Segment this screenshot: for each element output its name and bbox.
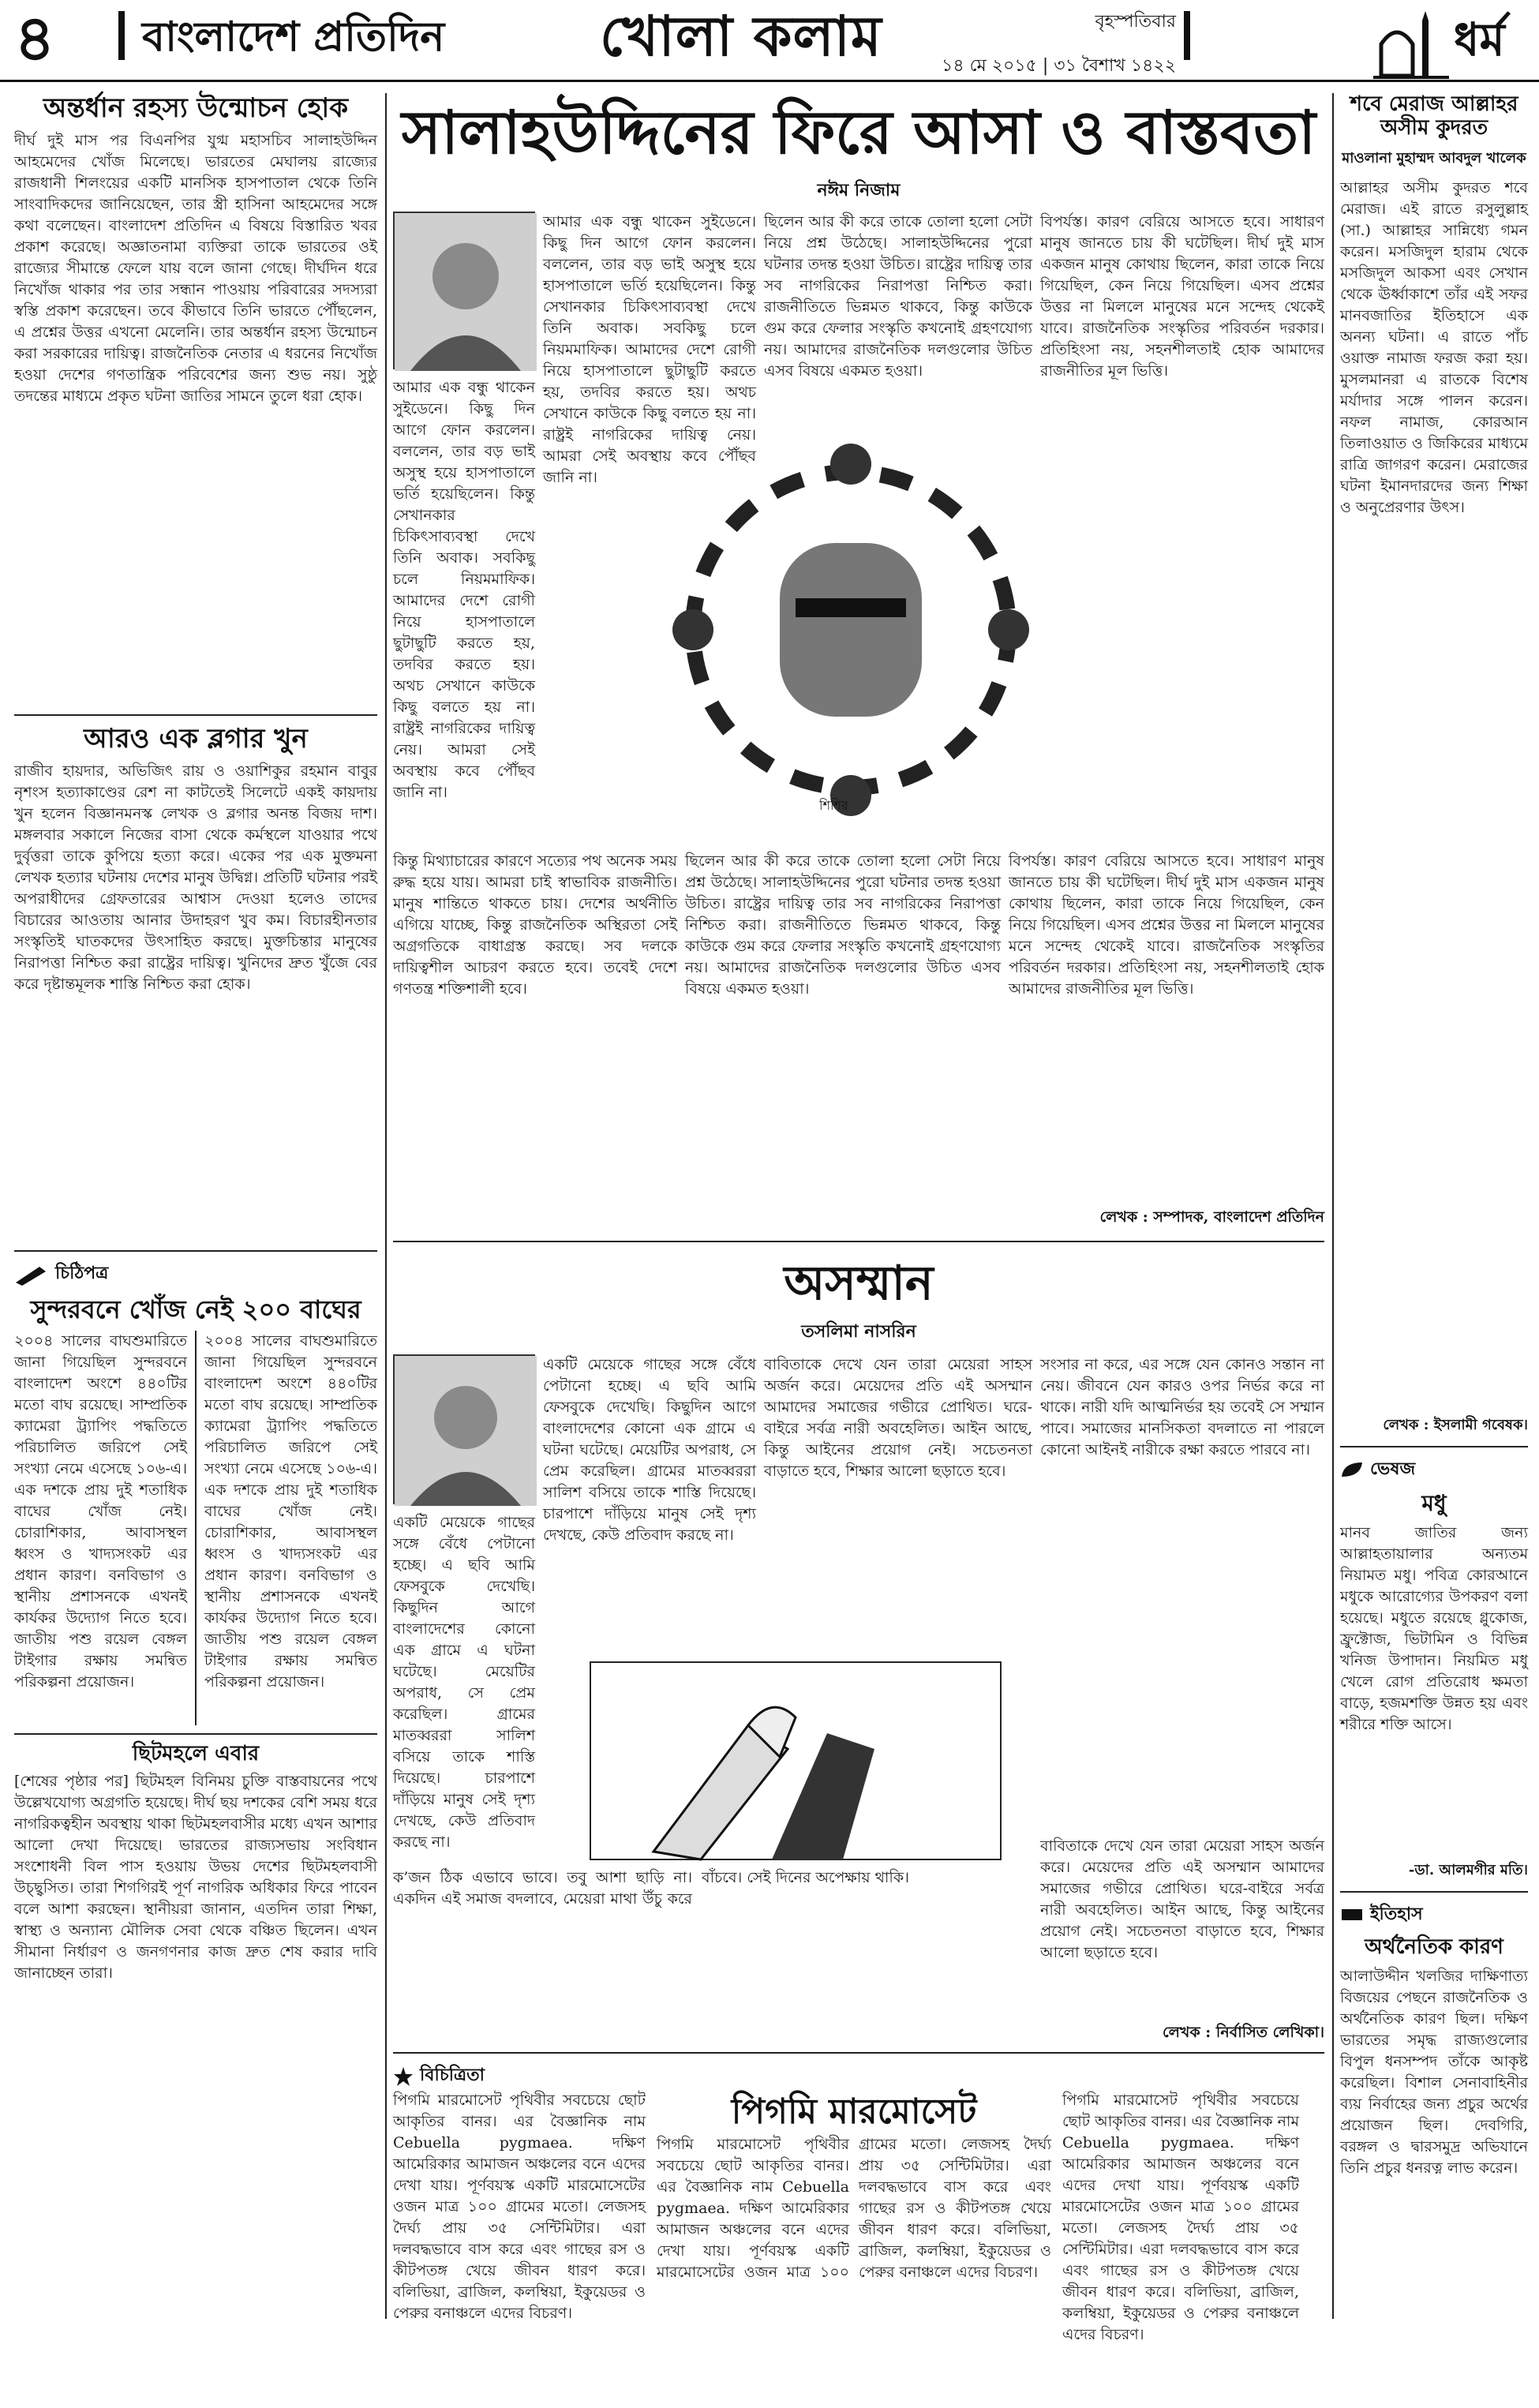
publication-name: বাংলাদেশ প্রতিদিন — [142, 13, 445, 61]
editorial-2-title: আরও এক ব্লগার খুন — [84, 723, 308, 755]
divider — [195, 1331, 197, 1725]
hands-illustration — [590, 1662, 1001, 1859]
herbal-label-text: ভেষজ — [1370, 1458, 1416, 1479]
marmoset-label — [393, 2062, 485, 2091]
lead-author: নঈম নিজাম — [817, 180, 901, 200]
section-title: খোলা কলাম — [600, 3, 882, 69]
meraj-author-note: লেখক : ইসলামী গবেষক। — [1383, 1416, 1528, 1433]
second-author: তসলিমা নাসরিন — [801, 1321, 916, 1342]
marmoset-body-1: পিগমি মারমোসেট পৃথিবীর সবচেয়ে ছোট আকৃতির বানর। এর বৈজ্ঞানিক নাম Cebuella pygmaea. দক্ষিণ আমেরিকার আমাজন অঞ্চলের বনে এদের দেখা যায়। পূর্ণবয়স্ক একটি মারমোসেটের ওজন মাত্র ১০০ গ্রামের মতো। লেজসহ দৈর্ঘ্য প্রায় ৩৫ সেন্টিমিটার। এরা দলবদ্ধভাবে বাস করে এবং গাছের রস ও কীটপতঙ্গ খেয়ে জীবন ধারণ করে। বলিভিয়া, ব্রাজিল, কলম্বিয়া, ইকুয়েডর ও পেরুর বনাঞ্চলে এদের বিচরণ। — [393, 2092, 646, 2322]
divider — [14, 1250, 377, 1252]
masthead — [0, 0, 1539, 82]
second-body-5: বাবিতাকে দেখে যেন তারা মেয়েরা সাহস অর্জন করে। মেয়েদের প্রতি এই অসম্মান আমাদের সমাজের গভীরে প্রোথিত। ঘরে-বাইরে সর্বত্র নারী অবহেলিত। আইন আছে, কিন্তু আইনের প্রয়োগ নেই। সচেতনতা বাড়াতে হবে, শিক্ষার আলো ছড়াতে হবে। — [1040, 1837, 1324, 1961]
letters-body: ২০০৪ সালের বাঘশুমারিতে জানা গিয়েছিল সুন্দরবনে বাংলাদেশ অংশে ৪৪০টির মতো বাঘ রয়েছে। সাম্প্রতিক ক্যামেরা ট্র্যাপিং পদ্ধতিতে পরিচালিত জরিপে সেই সংখ্যা নেমে এসেছে ১০৬-এ। এক দশকে প্রায় দুই শতাধিক বাঘের খোঁজ নেই। চোরাশিকার, আবাসস্থল ধ্বংস ও খাদ্যসংকট এর প্রধান কারণ। বনবিভাগ ও স্থানীয় প্রশাসনকে এখনই কার্যকর উদ্যোগ নিতে হবে। জাতীয় পশু রয়েল বেঙ্গল টাইগার রক্ষায় সমন্বিত পরিকল্পনা প্রয়োজন। — [14, 1331, 188, 1691]
star-icon — [393, 2066, 414, 2087]
leaf-icon — [1340, 1461, 1364, 1478]
marmoset-body-3: পিগমি মারমোসেট পৃথিবীর সবচেয়ে ছোট আকৃতির বানর। এর বৈজ্ঞানিক নাম Cebuella pygmaea. দক্ষিণ আমেরিকার আমাজন অঞ্চলের বনে এদের দেখা যায়। পূর্ণবয়স্ক একটি মারমোসেটের ওজন মাত্র ১০০ গ্রামের মতো। লেজসহ দৈর্ঘ্য প্রায় ৩৫ সেন্টিমিটার। এরা দলবদ্ধভাবে বাস করে এবং গাছের রস ও কীটপতঙ্গ খেয়ে জীবন ধারণ করে। বলিভিয়া, ব্রাজিল, কলম্বিয়া, ইকুয়েডর ও পেরুর বনাঞ্চলে এদের বিচরণ। — [1062, 2092, 1299, 2343]
meraj-author: মাওলানা মুহাম্মদ আবদুল খালেক — [1342, 149, 1526, 167]
author-photo — [393, 1354, 535, 1504]
masthead-date: ১৪ মে ২০১৫ | ৩১ বৈশাখ ১৪২২ — [942, 56, 1176, 76]
lead-author-note: লেখক : সম্পাদক, বাংলাদেশ প্রতিদিন — [1099, 1208, 1324, 1226]
marmoset-title: পিগমি মারমোসেট — [731, 2092, 977, 2132]
lead-body-2: ছিলেন আর কী করে তাকে তোলা হলো সেটা নিয়ে প্রশ্ন উঠেছে। সালাহউদ্দিনের পুরো ঘটনার তদন্ত হওয়া উচিত। রাষ্ট্রের দায়িত্ব তার সব নাগরিকের নিরাপত্তা নিশ্চিত করা। রাজনীতিতে ভিন্নমত থাকবে, কিন্তু কাউকে গুম করে ফেলার সংস্কৃতি কখনোই গ্রহণযোগ্য নয়। আমাদের রাজনৈতিক দলগুলোর উচিত এসব বিষয়ে একমত হওয়া। — [764, 213, 1032, 380]
page-number: ৪ — [14, 1, 55, 75]
lead-body-3: বিপর্যস্ত। কারণ বেরিয়ে আসতে হবে। সাধারণ মানুষ জানতে চায় কী ঘটেছিল। দীর্ঘ দুই মাস একজন মানুষ কোথায় ছিলেন, কারা তাকে নিয়ে গিয়েছিল, কেন নিয়ে গিয়েছিল। এসব প্রশ্নের উত্তর না মিললে মানুষের মনে সন্দেহ থেকেই যাবে। রাজনৈতিক সংস্কৃতির পরিবর্তন দরকার। প্রতিহিংসা নয়, সহনশীলতাই হোক আমাদের রাজনীতির মূল ভিত্তি। — [1040, 213, 1324, 380]
pen-icon — [14, 1264, 49, 1286]
second-title: অসম্মান — [784, 1256, 934, 1311]
column-rule — [1332, 93, 1334, 2319]
second-body-2: বাবিতাকে দেখে যেন তারা মেয়েরা সাহস অর্জন করে। মেয়েদের প্রতি এই অসম্মান আমাদের সমাজের গভীরে প্রোথিত। ঘরে-বাইরে সর্বত্র নারী অবহেলিত। আইন আছে, কিন্তু আইনের প্রয়োগ নেই। সচেতনতা বাড়াতে হবে, শিক্ষার আলো ছড়াতে হবে। — [764, 1356, 1032, 1480]
lead-body-1-lower: আমার এক বন্ধু থাকেন সুইডেনে। কিছু দিন আগে ফোন করলেন। বললেন, তার বড় ভাই অসুস্থ হয়ে হাসপাতালে ভর্তি হয়েছিলেন। কিন্তু সেখানকার চিকিৎসাব্যবস্থা দেখে তিনি অবাক। সবকিছু চলে নিয়মমাফিক। আমাদের দেশে রোগী নিয়ে হাসপাতালে ছুটাছুটি করতে হয়, তদবির করতে হয়। অথচ সেখানে কাউকে কিছু বলতে হয় না। রাষ্ট্রই নাগরিকের দায়িত্ব নেয়। আমরা সেই অবস্থায় কবে পৌঁছব জানি না। — [393, 379, 535, 801]
second-body-1-lower: একটি মেয়েকে গাছের সঙ্গে বেঁধে পেটানো হচ্ছে। এ ছবি আমি ফেসবুকে দেখেছি। কিছুদিন আগে বাংলাদেশের কোনো এক গ্রামে এ ঘটনা ঘটেছে। মেয়েটির অপরাধ, সে প্রেম করেছিল। গ্রামের মাতব্বররা সালিশ বসিয়ে তাকে শাস্তি দিয়েছে। চারপাশে দাঁড়িয়ে মানুষ সেই দৃশ্য দেখছে, কেউ প্রতিবাদ করছে না। — [393, 1514, 535, 1851]
meraj-title: শবে মেরাজ আল্লাহর অসীম কুদরত — [1350, 92, 1518, 140]
second-author-note: লেখক : নির্বাসিত লেখিকা। — [1163, 2024, 1324, 2041]
cartoon-signature: শিশির — [819, 798, 848, 813]
masthead-divider — [118, 11, 125, 60]
cartoon-illustration — [630, 417, 1072, 843]
lead-body-4: কিন্তু মিথ্যাচারের কারণে সত্যের পথ অনেক সময় রুদ্ধ হয়ে যায়। আমরা চাই স্বাভাবিক রাজনীতি। মানুষ শান্তিতে থাকতে চায়। দেশের অর্থনীতি এগিয়ে যাচ্ছে, কিন্তু রাজনৈতিক অস্থিরতা সেই অগ্রগতিকে বাধাগ্রস্ত করছে। সব দলকে দায়িত্বশীল আচরণ করতে হবে। তবেই দেশে গণতন্ত্র শক্তিশালী হবে। — [393, 852, 677, 998]
meraj-body: আল্লাহর অসীম কুদরত শবে মেরাজ। এই রাতে রসুলুল্লাহ (সা.) আল্লাহর সান্নিধ্যে গমন করেন। মসজিদুল হারাম থেকে মসজিদুল আকসা এবং সেখান থেকে ঊর্ধ্বাকাশে তাঁর এই সফর মানবজাতির ইতিহাসে এক অনন্য ঘটনা। এ রাতে পাঁচ ওয়াক্ত নামাজ ফরজ করা হয়। মুসলমানরা এ রাতকে বিশেষ মর্যাদার সঙ্গে পালন করেন। নফল নামাজ, কোরআন তিলাওয়াত ও জিকিরের মাধ্যমে রাত্রি জাগরণ করেন। মেরাজের ঘটনা ইমানদারদের জন্য শিক্ষা ও অনুপ্রেরণার উৎস। — [1340, 178, 1528, 516]
article-divider — [393, 2052, 1324, 2054]
lead-body-6: বিপর্যস্ত। কারণ বেরিয়ে আসতে হবে। সাধারণ মানুষ জানতে চায় কী ঘটেছিল। দীর্ঘ দুই মাস একজন মানুষ কোথায় ছিলেন, কারা তাকে নিয়ে গিয়েছিল, কেন নিয়ে গিয়েছিল। এসব প্রশ্নের উত্তর না মিললে মানুষের মনে সন্দেহ থেকেই যাবে। রাজনৈতিক সংস্কৃতির পরিবর্তন দরকার। প্রতিহিংসা নয়, সহনশীলতাই হোক আমাদের রাজনীতির মূল ভিত্তি। — [1009, 852, 1324, 998]
letters-label-text: চিঠিপত্র — [55, 1263, 109, 1284]
history-label — [1340, 1901, 1423, 1930]
right-column — [1340, 93, 1528, 2319]
masthead-weekday: বৃহস্পতিবার — [1095, 12, 1176, 32]
divider — [14, 714, 377, 716]
history-label-text: ইতিহাস — [1370, 1903, 1423, 1924]
author-portrait-icon — [395, 213, 537, 371]
editorial-1-body: দীর্ঘ দুই মাস পর বিএনপির যুগ্ম মহাসচিব সালাহউদ্দিন আহমেদের খোঁজ মিলেছে। ভারতের মেঘালয় রাজ্যের রাজধানী শিলংয়ের একটি মানসিক হাসপাতাল থেকে তিনি সাংবাদিকদের জানিয়েছেন, তার স্ত্রী হাসিনা আহমেদের সঙ্গে কথা বলেছেন। বাংলাদেশ প্রতিদিন এ বিষয়ে বিস্তারিত খবর প্রকাশ করেছে। অজ্ঞাতনামা ব্যক্তিরা তাকে ভারতের ওই রাজ্যের সীমান্তে ফেলে যায় বলে জানা গেছে। দীর্ঘদিন ধরে নিখোঁজ থাকার পর তার সন্ধান পাওয়ায় পরিবারের সদস্যরা স্বস্তি প্রকাশ করেছেন। তবে কীভাবে তিনি ভারতে পৌঁছলেন, এ প্রশ্নের উত্তর এখনো মেলেনি। তার অন্তর্ধান রহস্য উন্মোচন করা সরকারের দায়িত্ব। রাজনৈতিক নেতার এ ধরনের নিখোঁজ হওয়া দেশের গণতান্ত্রিক পরিবেশের জন্য শুভ নয়। সুষ্ঠু তদন্তের মাধ্যমে প্রকৃত ঘটনা জাতির সামনে তুলে ধরা হোক। — [14, 132, 377, 406]
marmoset-body-2: পিগমি মারমোসেট পৃথিবীর সবচেয়ে ছোট আকৃতির বানর। এর বৈজ্ঞানিক নাম Cebuella pygmaea. দক্ষিণ আমেরিকার আমাজন অঞ্চলের বনে এদের দেখা যায়। পূর্ণবয়স্ক একটি মারমোসেটের ওজন মাত্র ১০০ গ্রামের মতো। লেজসহ দৈর্ঘ্য প্রায় ৩৫ সেন্টিমিটার। এরা দলবদ্ধভাবে বাস করে এবং গাছের রস ও কীটপতঙ্গ খেয়ে জীবন ধারণ করে। বলিভিয়া, ব্রাজিল, কলম্বিয়া, ইকুয়েডর ও পেরুর বনাঞ্চলে এদের বিচরণ। — [657, 2136, 1051, 2281]
author-photo — [393, 212, 535, 369]
enclave-body: [শেষের পৃষ্ঠার পর] ছিটমহল বিনিময় চুক্তি বাস্তবায়নের পথে উল্লেখযোগ্য অগ্রগতি হয়েছে। দীর্ঘ ছয় দশকের বেশি সময় ধরে নাগরিকত্বহীন অবস্থায় থাকা ছিটমহলবাসীর মধ্যে এখন আশার আলো দেখা দিয়েছে। ভারতের রাজ্যসভায় সংবিধান সংশোধনী বিল পাস হওয়ায় উভয় দেশের ছিটমহলবাসী উচ্ছ্বসিত। তারা শিগগিরই পূর্ণ নাগরিক অধিকার ফিরে পাবেন বলে আশা করছেন। স্থানীয়রা জানান, এতদিন তারা শিক্ষা, স্বাস্থ্য ও অন্যান্য মৌলিক সেবা থেকে বঞ্চিত ছিলেন। এখন সীমানা নির্ধারণ ও জনগণনার কাজ দ্রুত শেষ করার দাবি জানাচ্ছেন তারা। — [14, 1772, 377, 1982]
editorial-2-body: রাজীব হায়দার, অভিজিৎ রায় ও ওয়াশিকুর রহমান বাবুর নৃশংস হত্যাকাণ্ডের রেশ না কাটতেই সিলেটে একই কায়দায় খুন হলেন বিজ্ঞানমনস্ক লেখক ও ব্লগার অনন্ত বিজয় দাশ। মঙ্গলবার সকালে নিজের বাসা থেকে কর্মস্থলে যাওয়ার পথে দুর্বৃত্তরা তাকে কুপিয়ে হত্যা করে। একের পর এক মুক্তমনা লেখক হত্যার ঘটনায় দেশের মানুষ উদ্বিগ্ন। প্রতিটি ঘটনার পরই অপরাধীদের গ্রেফতারের আশ্বাস দেওয়া হলেও তাদের বিচারের আওতায় আনার উদাহরণ খুব কম। বিচারহীনতার সংস্কৃতিই ঘাতকদের উৎসাহিত করছে। মুক্তচিন্তার মানুষের নিরাপত্তা নিশ্চিত করা রাষ্ট্রের দায়িত্ব। খুনিদের দ্রুত খুঁজে বের করে দৃষ্টান্তমূলক শাস্তি নিশ্চিত করা হোক। — [14, 762, 377, 994]
divider — [1340, 1891, 1528, 1893]
lead-title: সালাহউদ্দিনের ফিরে আসা ও বাস্তবতা — [401, 97, 1316, 167]
divider — [14, 1733, 377, 1735]
letters-label — [14, 1260, 108, 1289]
honey-author: -ডা. আলমগীর মতি। — [1408, 1861, 1528, 1878]
letters-title: সুন্দরবনে খোঁজ নেই ২০০ বাঘের — [30, 1294, 361, 1325]
author-portrait-icon — [395, 1356, 537, 1506]
second-body-4: ক’জন ঠিক এভাবে ভাবে। তবু আশা ছাড়ি না। একদিন এই সমাজ বদলাবে, মেয়েরা মাথা উঁচু করে বাঁচবে। সেই দিনের অপেক্ষায় থাকি। — [393, 1869, 909, 1908]
enclave-subtitle: ছিটমহলে এবার — [132, 1741, 260, 1766]
mosque-logo-icon — [1373, 5, 1531, 81]
second-body-1: একটি মেয়েকে গাছের সঙ্গে বেঁধে পেটানো হচ্ছে। এ ছবি আমি ফেসবুকে দেখেছি। কিছুদিন আগে বাংলাদেশের কোনো এক গ্রামে এ ঘটনা ঘটেছে। মেয়েটির অপরাধ, সে প্রেম করেছিল। গ্রামের মাতব্বররা সালিশ বসিয়ে তাকে শাস্তি দিয়েছে। চারপাশে দাঁড়িয়ে মানুষ সেই দৃশ্য দেখছে, কেউ প্রতিবাদ করছে না। — [543, 1356, 756, 1544]
editorial-1-title: অন্তর্ধান রহস্য উন্মোচন হোক — [43, 92, 349, 124]
herbal-label — [1340, 1455, 1415, 1485]
right-section-title: ধর্ম — [1454, 13, 1505, 66]
lead-body-5: ছিলেন আর কী করে তাকে তোলা হলো সেটা নিয়ে প্রশ্ন উঠেছে। সালাহউদ্দিনের পুরো ঘটনার তদন্ত হওয়া উচিত। রাষ্ট্রের দায়িত্ব তার সব নাগরিকের নিরাপত্তা নিশ্চিত করা। রাজনীতিতে ভিন্নমত থাকবে, কিন্তু কাউকে গুম করে ফেলার সংস্কৃতি কখনোই গ্রহণযোগ্য নয়। আমাদের রাজনৈতিক দলগুলোর উচিত এসব বিষয়ে একমত হওয়া। — [685, 852, 1001, 998]
scroll-icon — [1340, 1906, 1364, 1923]
second-body-3: সংসার না করে, এর সঙ্গে যেন কোনও সন্তান না নেয়। জীবনে যেন কারও ওপর নির্ভর করে না থাকে। নারী যদি আত্মনির্ভর হয় তবেই সে সম্মান পাবে। সমাজের মানসিকতা বদলাতে না পারলে কোনো আইনই নারীকে রক্ষা করতে পারবে না। — [1040, 1356, 1324, 1459]
marmoset-label-text: বিচিত্রিতা — [420, 2065, 485, 2085]
divider — [1340, 1446, 1528, 1447]
letters-body-continued: ২০০৪ সালের বাঘশুমারিতে জানা গিয়েছিল সুন্দরবনে বাংলাদেশ অংশে ৪৪০টির মতো বাঘ রয়েছে। সাম্প্রতিক ক্যামেরা ট্র্যাপিং পদ্ধতিতে পরিচালিত জরিপে সেই সংখ্যা নেমে এসেছে ১০৬-এ। এক দশকে প্রায় দুই শতাধিক বাঘের খোঁজ নেই। চোরাশিকার, আবাসস্থল ধ্বংস ও খাদ্যসংকট এর প্রধান কারণ। বনবিভাগ ও স্থানীয় প্রশাসনকে এখনই কার্যকর উদ্যোগ নিতে হবে। জাতীয় পশু রয়েল বেঙ্গল টাইগার রক্ষায় সমন্বিত পরিকল্পনা প্রয়োজন। — [204, 1331, 378, 1691]
marmoset-article — [393, 2062, 1324, 2343]
lead-article — [393, 93, 1324, 1230]
economic-title: অর্থনৈতিক কারণ — [1365, 1934, 1503, 1959]
second-article — [393, 1252, 1324, 2041]
column-rule — [385, 93, 387, 2319]
honey-title: মধু — [1421, 1489, 1447, 1516]
honey-body: মানব জাতির জন্য আল্লাহতায়ালার অন্যতম নিয়ামত মধু। পবিত্র কোরআনে মধুকে আরোগ্যের উপকরণ বলা হয়েছে। মধুতে রয়েছে গ্লুকোজ, ফ্রুক্টোজ, ভিটামিন ও বিভিন্ন খনিজ উপাদান। নিয়মিত মধু খেলে রোগ প্রতিরোধ ক্ষমতা বাড়ে, হজমশক্তি উন্নত হয় এবং শরীরে শক্তি আসে। — [1340, 1523, 1528, 1733]
lead-body-1: আমার এক বন্ধু থাকেন সুইডেনে। কিছু দিন আগে ফোন করলেন। বললেন, তার বড় ভাই অসুস্থ হয়ে হাসপাতালে ভর্তি হয়েছিলেন। কিন্তু সেখানকার চিকিৎসাব্যবস্থা দেখে তিনি অবাক। সবকিছু চলে নিয়মমাফিক। আমাদের দেশে রোগী নিয়ে হাসপাতালে ছুটাছুটি করতে হয়, তদবির করতে হয়। অথচ সেখানে কাউকে কিছু বলতে হয় না। রাষ্ট্রই নাগরিকের দায়িত্ব নেয়। আমরা সেই অবস্থায় কবে পৌঁছব জানি না। — [543, 213, 756, 486]
masthead-divider — [1184, 11, 1190, 60]
left-column — [14, 93, 377, 2319]
economic-body: আলাউদ্দীন খলজির দাক্ষিণাত্য বিজয়ের পেছনে রাজনৈতিক ও অর্থনৈতিক কারণ ছিল। দক্ষিণ ভারতের সমৃদ্ধ রাজ্যগুলোর বিপুল ধনসম্পদ তাঁকে আকৃষ্ট করেছিল। বিশাল সেনাবাহিনীর ব্যয় নির্বাহের জন্য প্রচুর অর্থের প্রয়োজন ছিল। দেবগিরি, বরঙ্গল ও দ্বারসমুদ্র অভিযানে তিনি প্রচুর ধনরত্ন লাভ করেন। — [1340, 1967, 1528, 2177]
article-divider — [393, 1241, 1324, 1242]
